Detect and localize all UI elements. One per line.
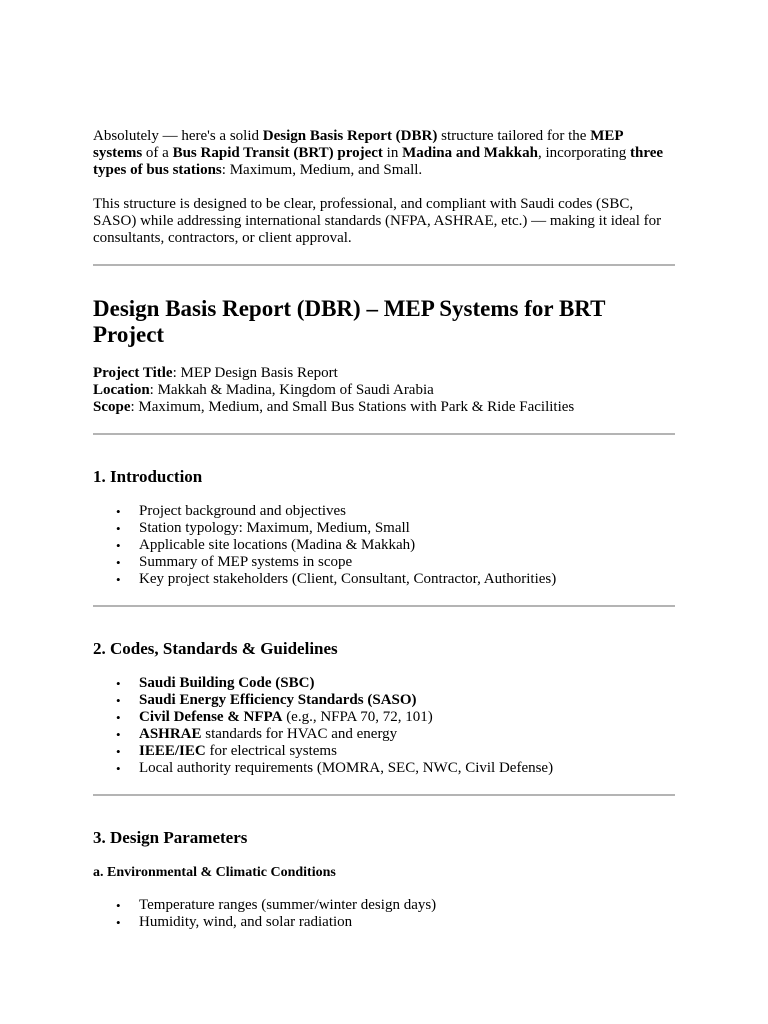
list-item: • Humidity, wind, and solar radiation <box>139 914 675 931</box>
intro-text: , incorporating <box>537 145 631 161</box>
list-item: • Project background and objectives <box>139 503 675 520</box>
list-item: • Key project stakeholders (Client, Consultant, Contractor, Authorities) <box>139 571 675 588</box>
intro-bold: three types of bus stations <box>93 145 664 178</box>
subsection-heading-environmental: a. Environmental & Climatic Conditions <box>93 865 336 880</box>
intro-text: in <box>382 145 403 161</box>
intro-text: : Maximum, Medium, and Small. <box>221 162 423 178</box>
meta-value: : MEP Design Basis Report <box>172 365 338 381</box>
list-item-text: Local authority requirements (MOMRA, SEC, NWC, Civil Defense) <box>139 760 554 776</box>
section-heading-design-parameters: 3. Design Parameters <box>93 828 248 847</box>
document-content <box>93 128 675 931</box>
intro-paragraph <box>93 128 675 179</box>
list-item-bold: IEEE/IEC <box>139 743 206 759</box>
meta-label: Scope <box>93 399 131 415</box>
list-item-text: standards for HVAC and energy <box>201 726 398 742</box>
divider <box>93 605 675 607</box>
divider <box>93 433 675 435</box>
intro-bold: MEP systems <box>93 128 623 161</box>
meta-value: : Makkah & Madina, Kingdom of Saudi Arabia <box>149 382 434 398</box>
list-item: • Temperature ranges (summer/winter design days) <box>139 897 675 914</box>
environmental-list <box>93 897 675 931</box>
list-item <box>139 709 675 726</box>
list-item: • Applicable site locations (Madina & Makkah) <box>139 537 675 554</box>
list-item: • Station typology: Maximum, Medium, Small <box>139 520 675 537</box>
intro-bold: Design Basis Report (DBR) <box>262 128 438 144</box>
intro-bold: Madina and Makkah <box>402 145 538 161</box>
meta-value: : Maximum, Medium, and Small Bus Stations with Park & Ride Facilities <box>130 399 575 415</box>
divider <box>93 794 675 796</box>
document-title: Design Basis Report (DBR) – MEP Systems for BRT Project <box>93 296 606 347</box>
introduction-list <box>93 503 675 588</box>
list-item-text: for electrical systems <box>205 743 337 759</box>
list-item <box>139 760 675 777</box>
project-meta <box>93 365 675 416</box>
section-heading-introduction: 1. Introduction <box>93 467 203 486</box>
list-item-bold: ASHRAE <box>139 726 202 742</box>
structure-paragraph: This structure is designed to be clear, professional, and compliant with Saudi codes (SBC, SASO) while addressing international standards (NFPA, ASHRAE, etc.) — making it ideal for consultants, contractors, or client approval. <box>93 196 662 246</box>
list-item <box>139 743 675 760</box>
meta-label: Project Title <box>93 365 173 381</box>
list-item-text: (e.g., NFPA 70, 72, 101) <box>282 709 433 725</box>
list-item-bold: Saudi Building Code (SBC) <box>139 675 315 691</box>
intro-bold: Bus Rapid Transit (BRT) project <box>172 145 383 161</box>
intro-text: of a <box>142 145 173 161</box>
list-item: • Summary of MEP systems in scope <box>139 554 675 571</box>
codes-list <box>93 675 675 777</box>
list-item <box>139 692 675 709</box>
list-item <box>139 726 675 743</box>
list-item-bold: Civil Defense & NFPA <box>139 709 283 725</box>
meta-label: Location <box>93 382 150 398</box>
intro-text: structure tailored for the <box>437 128 591 144</box>
divider <box>93 264 675 266</box>
list-item-bold: Saudi Energy Efficiency Standards (SASO) <box>139 692 417 708</box>
intro-text: Absolutely — here's a solid <box>93 128 263 144</box>
list-item <box>139 675 675 692</box>
section-heading-codes: 2. Codes, Standards & Guidelines <box>93 639 338 658</box>
